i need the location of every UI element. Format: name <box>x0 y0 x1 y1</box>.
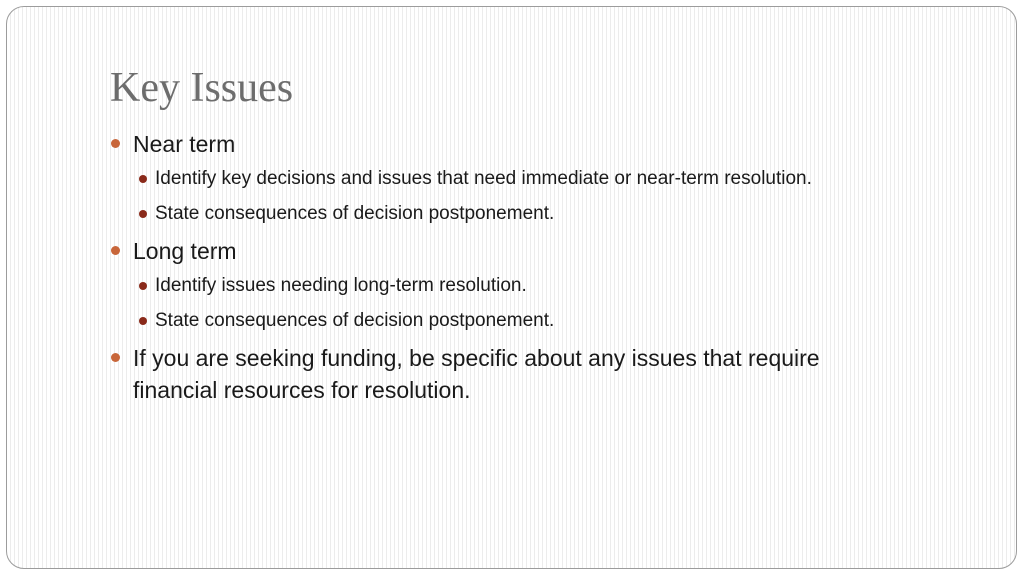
bullet-text: If you are seeking funding, be specific about any issues that require financial resources for resolution. <box>133 345 820 403</box>
sub-bullet-text: State consequences of decision postponement. <box>155 203 555 224</box>
bullet-near-term <box>110 128 910 229</box>
sub-bullet-text: Identify issues needing long-term resolution. <box>155 275 527 296</box>
bullet-list <box>110 128 910 412</box>
round-bullet-icon <box>139 175 147 183</box>
round-bullet-icon <box>111 139 120 148</box>
bullet-funding <box>110 342 910 406</box>
round-bullet-icon <box>139 317 147 325</box>
sub-bullet-item <box>133 199 910 229</box>
sub-bullet-text: Identify key decisions and issues that need immediate or near-term resolution. <box>155 168 812 189</box>
bullet-long-term <box>110 235 910 336</box>
round-bullet-icon <box>111 246 120 255</box>
slide-title: Key Issues <box>110 65 294 111</box>
bullet-text: Near term <box>133 131 236 157</box>
sub-bullet-item <box>133 164 910 194</box>
round-bullet-icon <box>111 353 120 362</box>
bullet-text: Long term <box>133 238 237 264</box>
sub-bullet-list <box>133 164 910 229</box>
sub-bullet-list <box>133 271 910 336</box>
round-bullet-icon <box>139 282 147 290</box>
sub-bullet-item <box>133 271 910 301</box>
sub-bullet-item <box>133 306 910 336</box>
sub-bullet-text: State consequences of decision postponement. <box>155 310 555 331</box>
round-bullet-icon <box>139 210 147 218</box>
